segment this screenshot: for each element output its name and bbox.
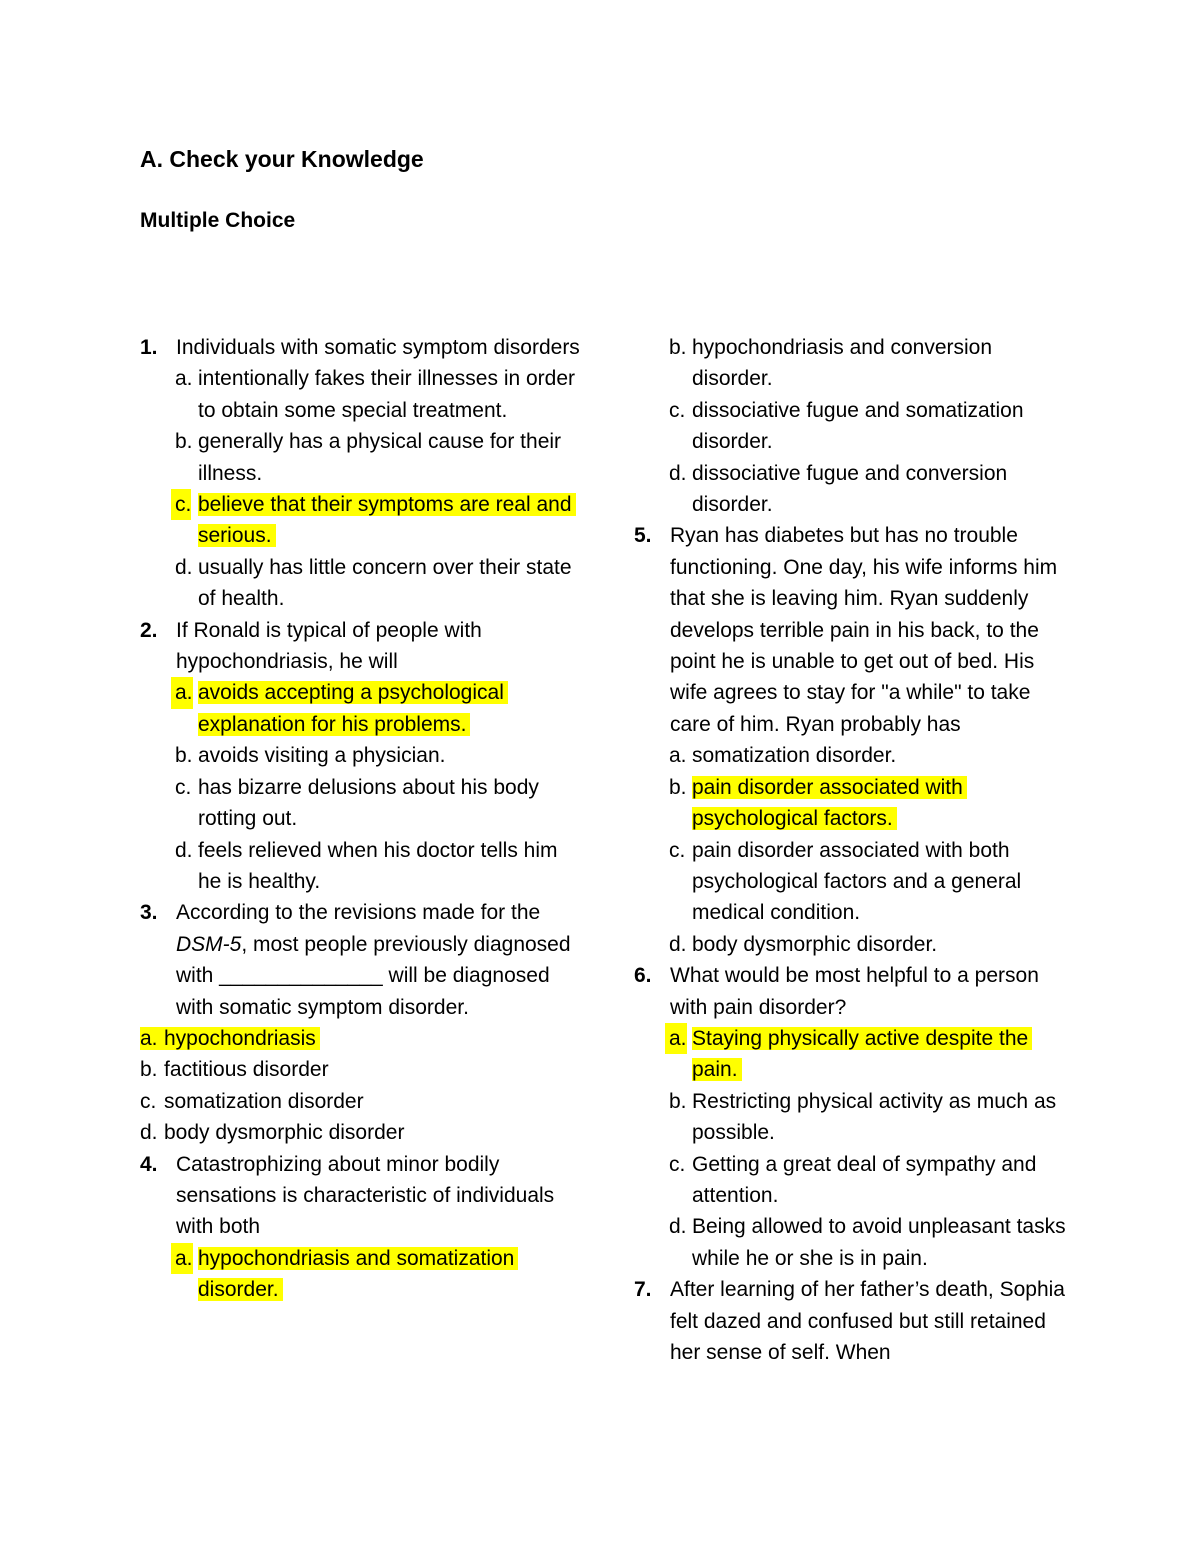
option-text: somatization disorder. <box>692 744 897 768</box>
option-text: dissociative fugue and conversion disorder. <box>692 461 1008 517</box>
question-number: 1. <box>140 336 158 359</box>
option-text: hypochondriasis and somatization disorder. <box>198 1247 518 1301</box>
option-label: b. <box>175 744 193 768</box>
option-2b <box>140 740 580 771</box>
option-label: d. <box>175 555 193 579</box>
option-text: avoids accepting a psychological explanation for his problems. <box>198 681 508 735</box>
option-2c <box>140 772 580 835</box>
option-6c <box>634 1149 1074 1212</box>
option-text: dissociative fugue and somatization disorder. <box>692 398 1024 454</box>
option-label: a. <box>175 367 193 391</box>
question-1 <box>140 332 580 363</box>
option-text: factitious disorder <box>164 1058 329 1082</box>
option-6a-highlighted <box>634 1023 1074 1086</box>
option-text: pain disorder associated with both psychological factors and a general medical condition. <box>692 838 1022 925</box>
question-7 <box>634 1274 1074 1368</box>
option-6d <box>634 1211 1074 1274</box>
option-3a-highlighted <box>140 1023 580 1054</box>
question-3-options <box>140 1023 580 1149</box>
option-highlight <box>140 1027 320 1050</box>
option-label: d. <box>669 461 687 485</box>
page-title: A. Check your Knowledge <box>140 146 424 172</box>
option-text: intentionally fakes their illnesses in order to obtain some special treatment. <box>198 367 576 422</box>
option-label: b. <box>669 1089 687 1113</box>
option-text: Getting a great deal of sympathy and attention. <box>692 1152 1037 1207</box>
question-6-options <box>634 1023 1074 1274</box>
option-5c <box>634 835 1074 929</box>
option-label: c. <box>669 398 686 422</box>
option-label: b. <box>175 430 193 454</box>
option-label: a. <box>171 1243 193 1274</box>
option-text: usually has little concern over their state of health. <box>198 555 572 611</box>
option-label: c. <box>175 775 192 799</box>
question-text: Individuals with somatic symptom disorders <box>176 336 580 359</box>
left-column <box>140 332 580 1306</box>
option-1c-highlighted <box>140 489 580 552</box>
option-4b <box>634 332 1074 395</box>
option-3b <box>140 1054 580 1085</box>
option-text: generally has a physical cause for their illness. <box>198 430 562 485</box>
question-1-options <box>140 363 580 614</box>
question-4 <box>140 1149 580 1243</box>
question-4-options-right <box>634 332 1074 520</box>
right-column <box>634 332 1074 1368</box>
option-6b <box>634 1086 1074 1149</box>
option-4c <box>634 395 1074 458</box>
option-label: d. <box>669 932 687 956</box>
option-label: b. <box>669 775 687 799</box>
option-4d <box>634 458 1074 521</box>
question-text: After learning of her father’s death, Sophia felt dazed and confused but still retained her sense of self. When <box>670 1278 1065 1364</box>
option-4a-highlighted <box>140 1243 580 1306</box>
question-number: 5. <box>634 524 652 548</box>
question-text: Catastrophizing about minor bodily sensations is characteristic of individuals with both <box>176 1152 555 1239</box>
question-number: 2. <box>140 618 158 642</box>
option-3d <box>140 1117 580 1148</box>
option-label: d. <box>175 838 193 862</box>
option-label: a. <box>669 744 687 768</box>
question-number: 4. <box>140 1152 158 1176</box>
option-5b-highlighted <box>634 772 1074 835</box>
option-text: has bizarre delusions about his body rotting out. <box>198 775 539 831</box>
option-text: Restricting physical activity as much as possible. <box>692 1089 1057 1145</box>
question-5 <box>634 520 1074 740</box>
question-2 <box>140 615 580 678</box>
option-label: c. <box>669 1152 686 1176</box>
option-2a-highlighted <box>140 677 580 740</box>
option-text: hypochondriasis <box>164 1026 316 1050</box>
question-text-italic: DSM-5 <box>176 932 242 956</box>
question-text: Ryan has diabetes but has no trouble functioning. One day, his wife informs him that she is leaving him. Ryan suddenly develops terrible pain in his back, to the point he is unable to get out of bed. His wife agrees to stay for "a while" to take care of him. Ryan probably has <box>670 524 1058 736</box>
option-1b <box>140 426 580 489</box>
question-4-options-left <box>140 1243 580 1306</box>
question-number: 7. <box>634 1278 652 1302</box>
question-6 <box>634 960 1074 1023</box>
option-1d <box>140 552 580 615</box>
option-label: c. <box>669 838 686 862</box>
option-5d <box>634 929 1074 960</box>
option-label: a. <box>171 677 193 708</box>
question-3 <box>140 897 580 1023</box>
option-text: Being allowed to avoid unpleasant tasks while he or she is in pain. <box>692 1215 1066 1270</box>
option-2d <box>140 835 580 898</box>
option-label: c. <box>171 489 191 520</box>
option-5a <box>634 740 1074 771</box>
question-text: If Ronald is typical of people with hypochondriasis, he will <box>176 618 482 674</box>
question-text: What would be most helpful to a person with pain disorder? <box>670 964 1039 1019</box>
option-text: body dysmorphic disorder. <box>692 932 938 956</box>
question-2-options <box>140 677 580 897</box>
option-label: b. <box>140 1058 158 1082</box>
option-3c <box>140 1086 580 1117</box>
section-subtitle: Multiple Choice <box>140 209 296 232</box>
question-text-part: , most people previously diagnosed with ______________ will be diagnosed with somatic symptom disorder. <box>176 932 571 1019</box>
option-text: believe that their symptoms are real and serious. <box>198 493 576 547</box>
question-number: 3. <box>140 901 158 925</box>
option-label: b. <box>669 336 687 359</box>
option-label: c. <box>140 1089 157 1113</box>
option-text: body dysmorphic disorder <box>164 1121 405 1145</box>
option-label: a. <box>665 1023 687 1054</box>
question-text <box>176 897 580 1023</box>
option-text: Staying physically active despite the pain. <box>692 1027 1032 1081</box>
question-5-options <box>634 740 1074 960</box>
option-text: avoids visiting a physician. <box>198 744 446 768</box>
option-text: pain disorder associated with psychological factors. <box>692 776 967 830</box>
question-number: 6. <box>634 964 652 988</box>
option-1a <box>140 363 580 426</box>
option-text: somatization disorder <box>164 1089 364 1113</box>
option-label: d. <box>140 1121 158 1145</box>
option-text: feels relieved when his doctor tells him he is healthy. <box>198 838 558 893</box>
option-label: a. <box>140 1026 158 1050</box>
question-text-part: According to the revisions made for the <box>176 901 541 925</box>
option-text: hypochondriasis and conversion disorder. <box>692 336 993 391</box>
option-label: d. <box>669 1215 687 1239</box>
